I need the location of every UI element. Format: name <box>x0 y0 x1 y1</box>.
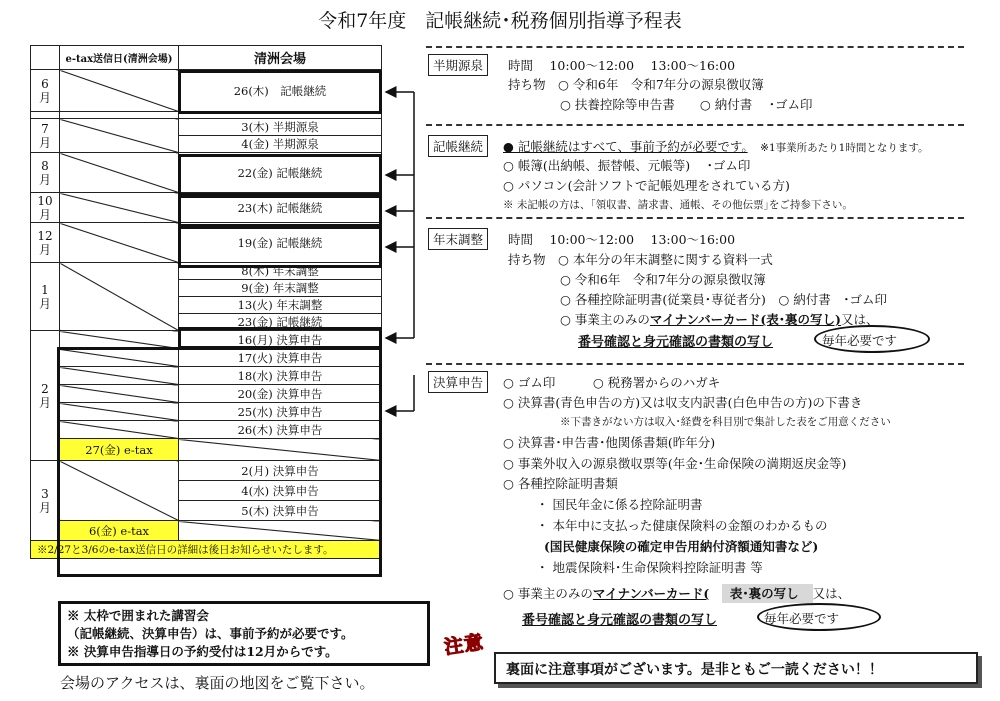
row-feb17: 17(火) 決算申告 <box>179 349 382 367</box>
row-dec19: 19(金) 記帳継続 <box>179 223 382 263</box>
row-feb16: 16(月) 決算申告 <box>179 331 382 349</box>
kessan-l1: ○ ゴム印 ○ 税務署からのハガキ <box>503 375 721 390</box>
row-jan23: 23(金) 記帳継続 <box>179 314 382 331</box>
month-oct: 10 月 <box>31 193 60 223</box>
note-line3: ※ 決算申告指導日の予約受付は12月からです。 <box>67 644 338 659</box>
notice-box: 裏面に注意事項がございます。是非ともご一読ください！！ <box>494 652 978 684</box>
kessan-l12a: 番号確認と身元確認の書類の写し <box>522 613 718 628</box>
month-jan: 1 月 <box>31 263 60 331</box>
note-line1: ※ 太枠で囲まれた講習会 <box>67 608 209 623</box>
kessan-l4: ○ 決算書･申告書･他関係書類(昨年分) <box>503 435 716 450</box>
row-oct23: 23(木) 記帳継続 <box>179 193 382 223</box>
nenmatsu-l4: ○ 事業主のみのマイナンバーカード(表･裏の写し)又は、 <box>560 312 879 327</box>
label-hanki: 半期源泉 <box>428 54 488 76</box>
row-jul3: 3(木) 半期源泉 <box>179 119 382 136</box>
kessan-l11: ○ 事業主のみのマイナンバーカード( 表･裏の写し 又は、 <box>503 586 851 601</box>
hanki-items1: 持ち物 ○ 令和6年 令和7年分の源泉徴収簿 <box>508 77 764 92</box>
row-jul4: 4(金) 半期源泉 <box>179 136 382 153</box>
row-mar2: 2(月) 決算申告 <box>179 461 382 481</box>
nenmatsu-l5a: 番号確認と身元確認の書類の写し <box>578 335 774 350</box>
row-feb18: 18(水) 決算申告 <box>179 367 382 385</box>
kessan-l7: ・ 国民年金に係る控除証明書 <box>536 497 703 512</box>
row-jan8: 8(木) 年末調整 <box>179 263 382 280</box>
table-footnote: ※2/27と3/6のe-tax送信日の詳細は後日お知らせいたします。 <box>31 541 382 559</box>
divider <box>426 363 964 365</box>
hanki-items2: ○ 扶養控除等申告書 ○ 納付書 ･ゴム印 <box>560 97 813 112</box>
nenmatsu-l5b: 毎年必要です <box>822 333 898 348</box>
kessan-l8: ・ 本年中に支払った健康保険料の金額のわかるもの <box>536 518 828 533</box>
divider <box>426 217 964 219</box>
month-feb: 2 月 <box>31 331 60 461</box>
etax-header: e-tax送信日(清洲会場) <box>60 46 179 70</box>
kessan-l5: ○ 事業外収入の源泉徴収票等(年金･生命保険の満期返戻金等) <box>503 456 847 471</box>
row-mar5: 5(木) 決算申告 <box>179 501 382 521</box>
kicho-l2: ○ 帳簿(出納帳、振替帳、元帳等) ･ゴム印 <box>503 158 751 173</box>
kessan-l12b: 毎年必要です <box>764 611 840 626</box>
month-aug: 8 月 <box>31 153 60 193</box>
row-aug22: 22(金) 記帳継続 <box>179 153 382 193</box>
caution-stamp: 注意 <box>442 631 486 659</box>
row-feb27-etax: 27(金) e-tax <box>60 439 179 461</box>
month-jun: 6 月 <box>31 70 60 112</box>
hanki-time: 時間 10:00～12:00 13:00～16:00 <box>508 58 736 73</box>
kessan-l3: ※下書きがない方は収入･経費を科目別で集計した表をご用意ください <box>560 416 891 428</box>
note-line2: （記帳継続、決算申告）は、事前予約が必要です。 <box>67 626 354 641</box>
kicho-l3: ○ パソコン(会計ソフトで記帳処理をされている方) <box>503 178 790 193</box>
kessan-l9: (国民健康保険の確定申告用納付済額通知書など) <box>544 539 819 554</box>
page-title: 令和7年度 記帳継続･税務個別指導予程表 <box>318 10 682 32</box>
divider <box>426 46 964 48</box>
kicho-l4: ※ 未記帳の方は、｢領収書、請求書、通帳、その他伝票｣をご持参下さい。 <box>503 199 853 211</box>
kessan-l10: ・ 地震保険料･生命保険料控除証明書 等 <box>536 560 763 575</box>
divider <box>426 124 964 126</box>
row-jun26: 26(木) 記帳継続 <box>179 70 382 112</box>
venue-header: 清洲会場 <box>179 46 382 70</box>
row-feb25: 25(水) 決算申告 <box>179 403 382 421</box>
row-jan9: 9(金) 年末調整 <box>179 280 382 297</box>
reservation-note <box>58 601 430 666</box>
month-jul: 7 月 <box>31 119 60 153</box>
nenmatsu-time: 時間 10:00～12:00 13:00～16:00 <box>508 232 736 247</box>
kessan-l6: ○ 各種控除証明書類 <box>503 476 618 491</box>
access-note: 会場のアクセスは、裏面の地図をご覧下さい。 <box>60 674 375 692</box>
row-feb26: 26(木) 決算申告 <box>179 421 382 439</box>
kessan-l2: ○ 決算書(青色申告の方)又は収支内訳書(白色申告の方)の下書き <box>503 395 863 410</box>
nenmatsu-l1: 持ち物 ○ 本年分の年末調整に関する資料一式 <box>508 252 773 267</box>
nenmatsu-l3: ○ 各種控除証明書(従業員･専従者分) ○ 納付書 ･ゴム印 <box>560 292 888 307</box>
label-kessan: 決算申告 <box>428 371 488 393</box>
row-mar4: 4(水) 決算申告 <box>179 481 382 501</box>
label-kicho: 記帳継続 <box>428 135 488 157</box>
label-nenmatsu: 年末調整 <box>428 228 488 250</box>
nenmatsu-l2: ○ 令和6年 令和7年分の源泉徴収簿 <box>560 272 766 287</box>
row-jan13: 13(火) 年末調整 <box>179 297 382 314</box>
kicho-l1: ● 記帳継続はすべて、事前予約が必要です。 ※1事業所あたり1時間となります。 <box>503 139 929 154</box>
row-feb20: 20(金) 決算申告 <box>179 385 382 403</box>
month-mar: 3 月 <box>31 461 60 541</box>
month-dec: 12 月 <box>31 223 60 263</box>
row-mar6-etax: 6(金) e-tax <box>60 521 179 541</box>
